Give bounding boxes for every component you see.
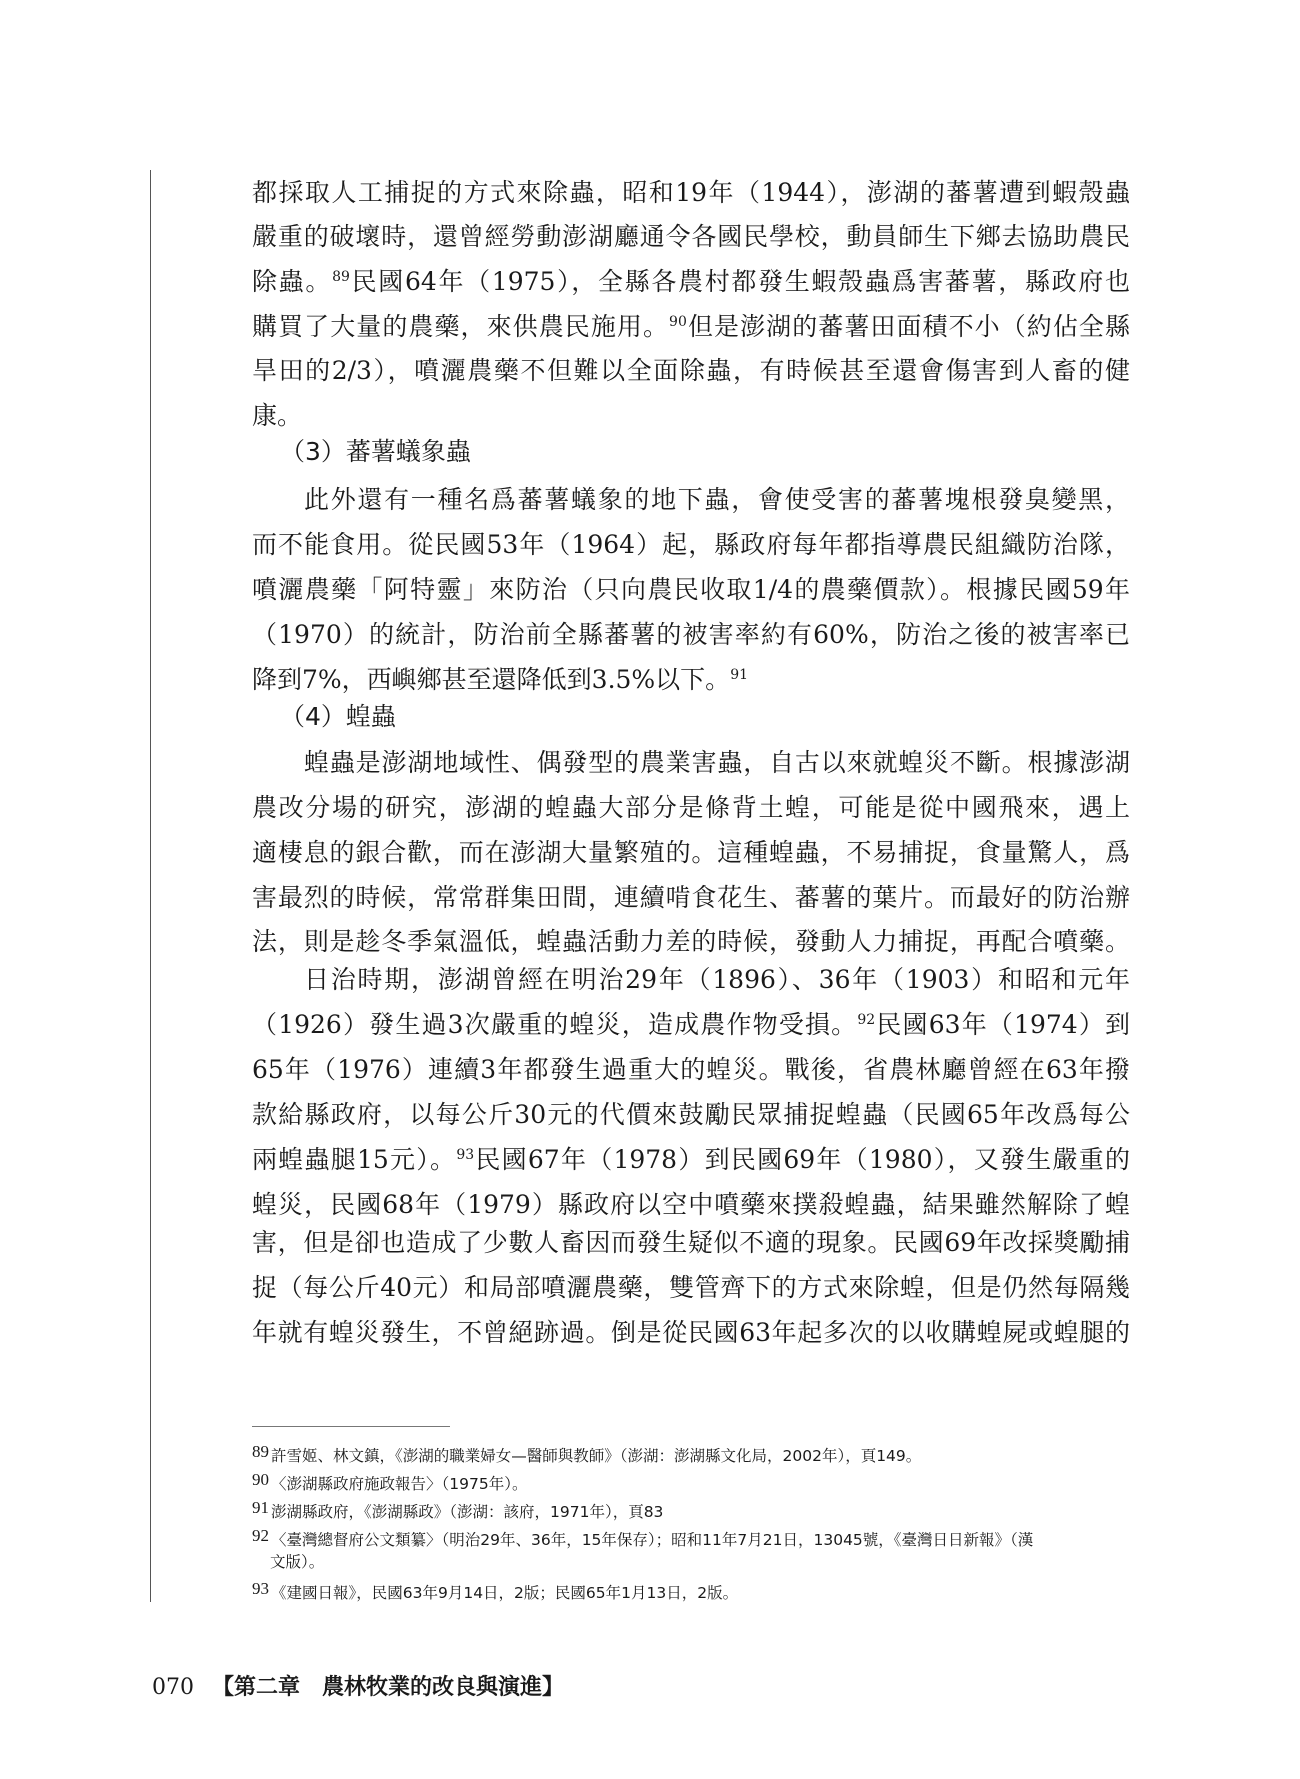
footnote-number: 91	[252, 1498, 269, 1517]
footnote-ref[interactable]: 92	[857, 1012, 876, 1028]
text-segment: 但是澎湖的蕃薯田面積不小（約佔全縣	[686, 312, 1130, 341]
text-line: 害，但是卻也造成了少數人畜因而發生疑似不適的現象。民國69年改採獎勵捕	[252, 1228, 1130, 1257]
text-segment: 兩蝗蟲腿15元）。	[252, 1145, 457, 1174]
footnote	[252, 1470, 527, 1494]
text-line: 日治時期，澎湖曾經在明治29年（1896）、36年（1903）和昭和元年	[304, 965, 1130, 994]
text-line: 害最烈的時候，常常群集田間，連續啃食花生、蕃薯的葉片。而最好的防治辦	[252, 883, 1130, 912]
text-line: 此外還有一種名爲蕃薯蟻象的地下蟲，會使受害的蕃薯塊根發臭變黑，	[304, 485, 1130, 514]
text-segment: 民國67年（1978）到民國69年（1980），又發生嚴重的	[474, 1145, 1131, 1174]
text-line	[252, 1010, 1130, 1040]
text-line: 康。	[252, 401, 303, 430]
text-line: 而不能食用。從民國53年（1964）起，縣政府每年都指導農民組織防治隊，	[252, 530, 1130, 559]
text-line: 適棲息的銀合歡，而在澎湖大量繁殖的。這種蝗蟲，不易捕捉，食量驚人，爲	[252, 838, 1130, 867]
text-line	[252, 1145, 1130, 1175]
text-segment: （1926）發生過3次嚴重的蝗災，造成農作物受損。	[252, 1010, 858, 1039]
text-line: 蝗蟲是澎湖地域性、偶發型的農業害蟲，自古以來就蝗災不斷。根據澎湖	[304, 748, 1130, 777]
text-line	[252, 267, 1130, 297]
text-segment: 民國63年（1974）到	[875, 1010, 1131, 1039]
page-footer	[152, 1672, 564, 1703]
text-line	[252, 665, 1130, 695]
margin-rule	[150, 170, 151, 1602]
footnote-separator	[252, 1426, 450, 1427]
footnote-text: 〈臺灣總督府公文類纂〉（明治29年、36年，15年保存）；昭和11年7月21日，13045號，《臺灣日日新報》（漢	[271, 1531, 1034, 1549]
footnote	[252, 1498, 663, 1522]
footnote-text: 〈澎湖縣政府施政報告〉（1975年）。	[271, 1475, 528, 1493]
text-line: 捉（每公斤40元）和局部噴灑農藥，雙管齊下的方式來除蝗，但是仍然每隔幾	[252, 1273, 1130, 1302]
text-line: 嚴重的破壞時，還曾經勞動澎湖廳通令各國民學校，動員師生下鄉去協助農民	[252, 222, 1130, 251]
page-number: 070	[152, 1675, 194, 1700]
running-chapter-title: 【第二章 農林牧業的改良與演進】	[212, 1674, 565, 1700]
text-line: 65年（1976）連續3年都發生過重大的蝗災。戰後，省農林廳曾經在63年撥	[252, 1055, 1130, 1084]
footnote-ref[interactable]: 90	[669, 314, 687, 330]
text-line: 法，則是趁冬季氣溫低，蝗蟲活動力差的時候，發動人力捕捉，再配合噴藥。	[252, 927, 1130, 956]
footnote	[252, 1579, 738, 1603]
text-line: （1970）的統計，防治前全縣蕃薯的被害率約有60%，防治之後的被害率已	[252, 620, 1130, 649]
text-line: 農改分場的研究，澎湖的蝗蟲大部分是條背土蝗，可能是從中國飛來，遇上	[252, 793, 1130, 822]
text-segment: 除蟲。	[252, 267, 333, 296]
footnote	[252, 1442, 921, 1466]
footnote-ref[interactable]: 89	[332, 269, 350, 285]
text-line: 旱田的2/3），噴灑農藥不但難以全面除蟲，有時候甚至還會傷害到人畜的健	[252, 356, 1130, 385]
footnote-text: 許雪姬、林文鎮，《澎湖的職業婦女—醫師與教師》（澎湖：澎湖縣文化局，2002年），頁149。	[271, 1447, 922, 1465]
footnote-number: 89	[252, 1442, 269, 1461]
text-line: 款給縣政府，以每公斤30元的代價來鼓勵民眾捕捉蝗蟲（民國65年改爲每公	[252, 1100, 1130, 1129]
text-line	[252, 312, 1130, 342]
text-line: 年就有蝗災發生，不曾絕跡過。倒是從民國63年起多次的以收購蝗屍或蝗腿的	[252, 1318, 1130, 1347]
footnote-text: 《建國日報》，民國63年9月14日，2版；民國65年1月13日，2版。	[271, 1584, 739, 1602]
text-line: 都採取人工捕捉的方式來除蟲，昭和19年（1944），澎湖的蕃薯遭到蝦殼蟲	[252, 178, 1130, 207]
text-line: 噴灑農藥「阿特靈」來防治（只向農民收取1/4的農藥價款）。根據民國59年	[252, 575, 1130, 604]
section-heading-3: （3）蕃薯蟻象蟲	[280, 437, 471, 466]
footnote-number: 93	[252, 1579, 269, 1598]
footnote-text: 澎湖縣政府，《澎湖縣政》（澎湖：該府，1971年），頁83	[271, 1503, 664, 1521]
section-heading-4: （4）蝗蟲	[280, 702, 396, 731]
footnote-ref[interactable]: 93	[456, 1147, 475, 1163]
footnote-number: 92	[252, 1526, 269, 1545]
text-segment: 降到7%，西嶼鄉甚至還降低到3.5%以下。	[252, 665, 731, 694]
footnote-continuation: 文版）。	[270, 1553, 325, 1571]
footnote-number: 90	[252, 1470, 269, 1489]
footnote-ref[interactable]: 91	[730, 667, 749, 683]
footnote	[252, 1526, 1033, 1550]
text-segment: 民國64年（1975），全縣各農村都發生蝦殼蟲爲害蕃薯，縣政府也	[349, 267, 1130, 296]
text-line: 蝗災，民國68年（1979）縣政府以空中噴藥來撲殺蝗蟲，結果雖然解除了蝗	[252, 1190, 1130, 1219]
text-segment: 購買了大量的農藥，來供農民施用。	[252, 312, 670, 341]
